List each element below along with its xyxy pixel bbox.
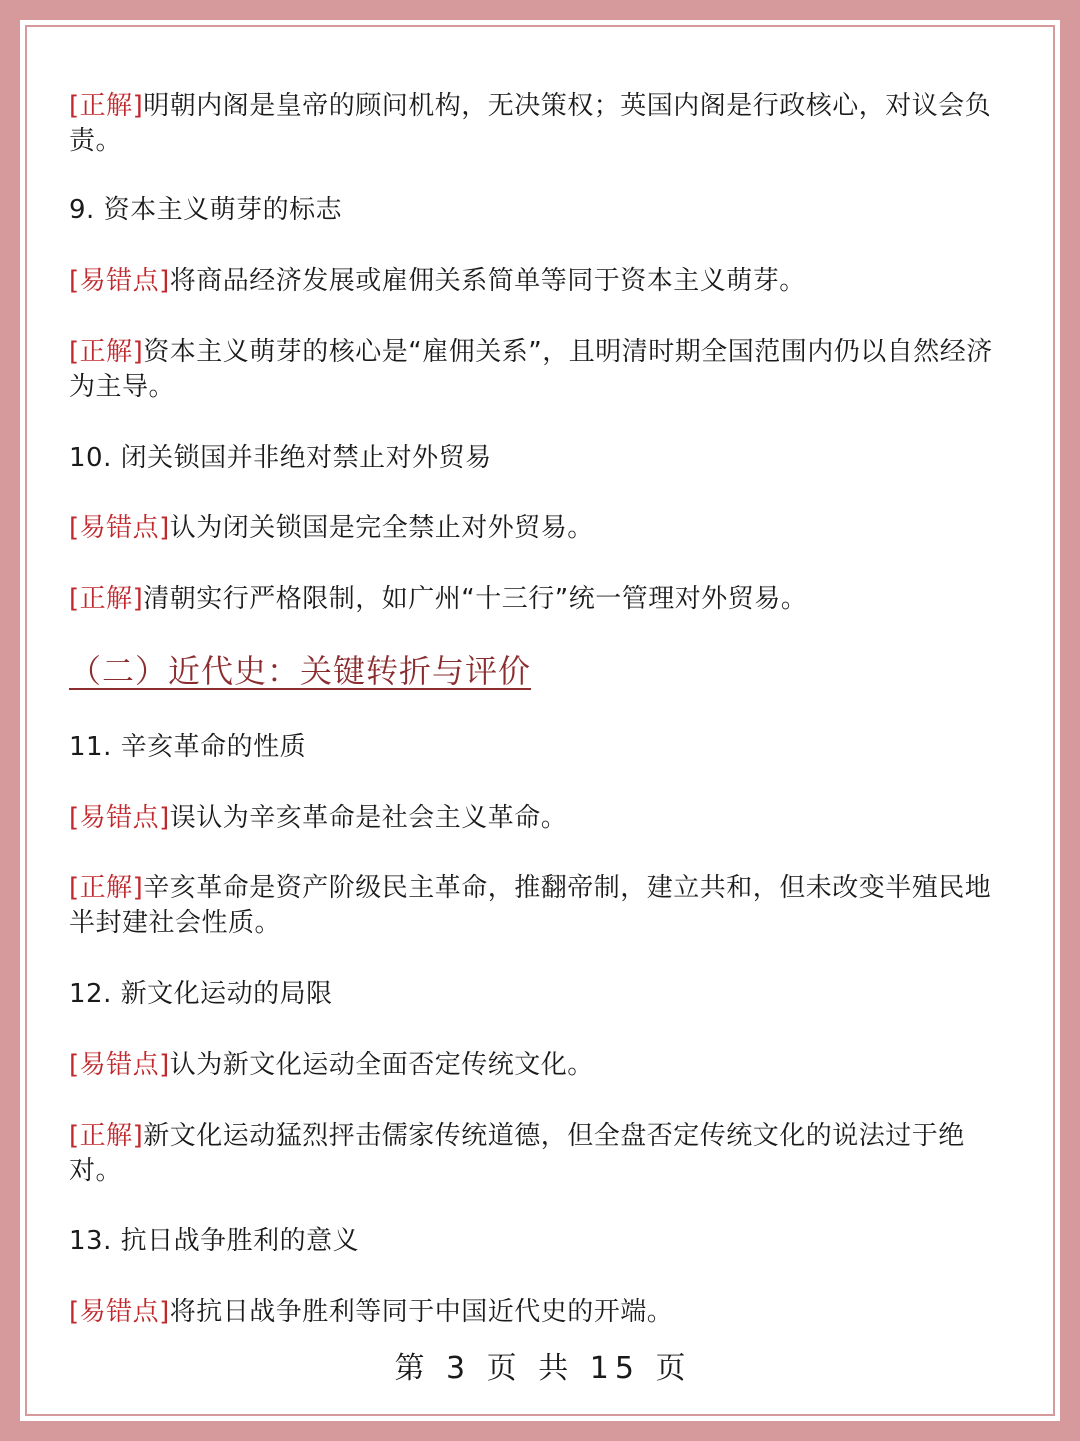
page-border	[12, 12, 1068, 1429]
tag-label: [易错点]	[69, 1297, 170, 1327]
tag-label: [正解]	[69, 337, 144, 367]
tag-label: [易错点]	[69, 266, 170, 296]
tag-label: [易错点]	[69, 513, 170, 543]
tag-label: [正解]	[69, 873, 144, 903]
item-heading-9: 9. 资本主义萌芽的标志	[69, 195, 343, 225]
paragraph-mistake-10: [易错点]认为闭关锁国是完全禁止对外贸易。	[69, 513, 594, 543]
paragraph-mistake-12: [易错点]认为新文化运动全面否定传统文化。	[69, 1050, 594, 1080]
tag-label: [易错点]	[69, 1050, 170, 1080]
item-heading-13: 13. 抗日战争胜利的意义	[69, 1226, 360, 1256]
page-sheet	[20, 20, 1060, 1421]
paragraph-mistake-11: [易错点]误认为辛亥革命是社会主义革命。	[69, 803, 568, 833]
tag-label: [正解]	[69, 91, 144, 121]
paragraph-answer-9: [正解]资本主义萌芽的核心是“雇佣关系”，且明清时期全国范围内仍以自然经济为主导。	[69, 337, 993, 402]
section-heading: （二）近代史：关键转折与评价	[69, 652, 532, 690]
paragraph-mistake-9: [易错点]将商品经济发展或雇佣关系简单等同于资本主义萌芽。	[69, 266, 806, 296]
paragraph-answer-8: [正解]明朝内阁是皇帝的顾问机构，无决策权；英国内阁是行政核心，对议会负责。	[69, 91, 992, 156]
item-heading-11: 11. 辛亥革命的性质	[69, 732, 307, 762]
item-heading-10: 10. 闭关锁国并非绝对禁止对外贸易	[69, 443, 492, 473]
tag-label: [易错点]	[69, 803, 170, 833]
tag-label: [正解]	[69, 1121, 144, 1151]
tag-label: [正解]	[69, 584, 144, 614]
item-heading-12: 12. 新文化运动的局限	[69, 979, 333, 1009]
paragraph-answer-11: [正解]辛亥革命是资产阶级民主革命，推翻帝制，建立共和，但未改变半殖民地半封建社会性质。	[69, 873, 992, 938]
paragraph-answer-10: [正解]清朝实行严格限制，如广州“十三行”统一管理对外贸易。	[69, 584, 808, 614]
paragraph-answer-12: [正解]新文化运动猛烈抨击儒家传统道德，但全盘否定传统文化的说法过于绝对。	[69, 1121, 965, 1186]
page-number-footer: 第 3 页 共 15 页	[394, 1351, 692, 1386]
paragraph-mistake-13: [易错点]将抗日战争胜利等同于中国近代史的开端。	[69, 1297, 674, 1327]
